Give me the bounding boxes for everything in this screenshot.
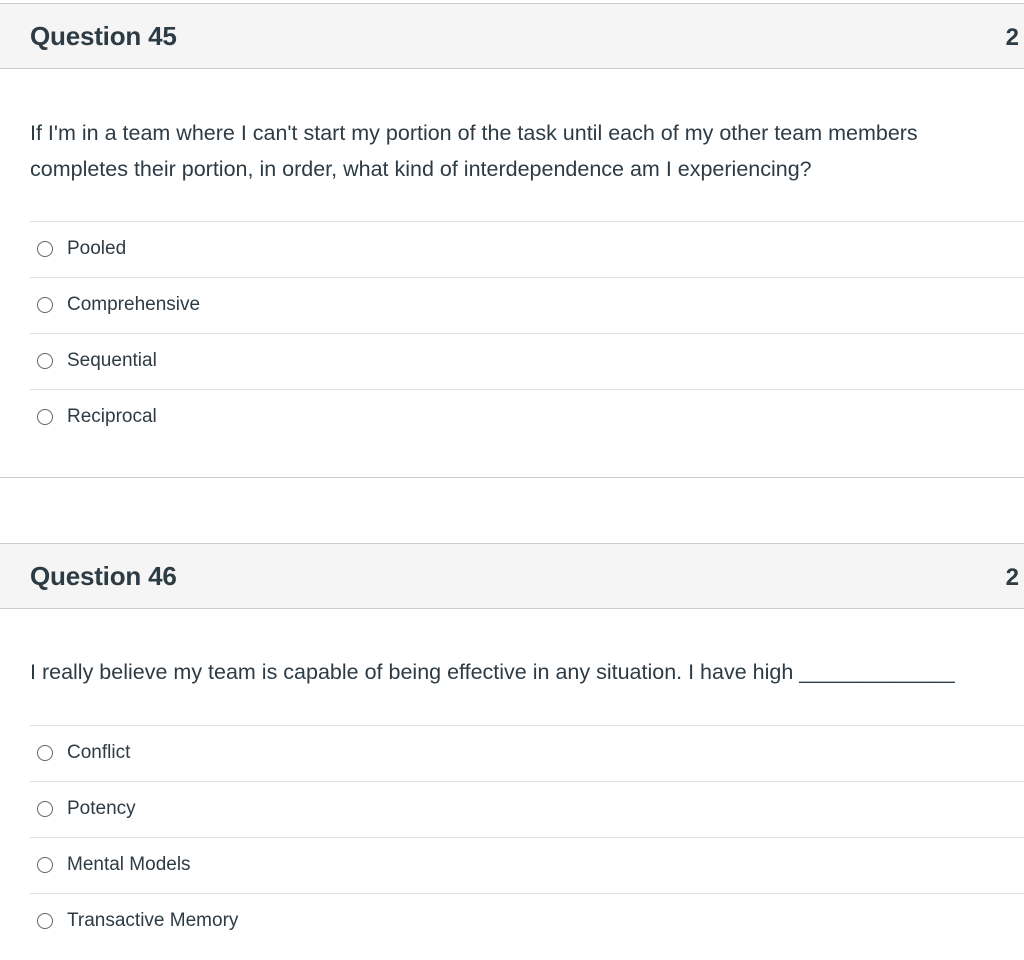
answer-option-transactive-memory[interactable]: [30, 893, 1024, 949]
answer-option-conflict[interactable]: [30, 725, 1024, 781]
answer-option-comprehensive[interactable]: [30, 277, 1024, 333]
question-divider: [0, 477, 1024, 478]
answer-label[interactable]: Comprehensive: [67, 294, 201, 315]
question-header: [0, 3, 1024, 69]
question-points: 2: [1005, 564, 1019, 591]
answer-list: [30, 221, 1024, 445]
answer-option-pooled[interactable]: [30, 221, 1024, 277]
answer-option-sequential[interactable]: [30, 333, 1024, 389]
answer-list: [30, 725, 1024, 949]
radio-button[interactable]: [37, 297, 53, 313]
radio-button[interactable]: [37, 353, 53, 369]
radio-button[interactable]: [37, 913, 53, 929]
answer-label[interactable]: Transactive Memory: [67, 910, 239, 931]
question-text: If I'm in a team where I can't start my portion of the task until each of my other team members completes their portion, in order, what kind of interdependence am I experiencing?: [30, 121, 918, 181]
question-46: [0, 543, 1024, 931]
question-45: [0, 3, 1024, 427]
radio-button[interactable]: [37, 241, 53, 257]
answer-label[interactable]: Potency: [67, 798, 136, 819]
question-title: Question 45: [30, 21, 177, 51]
answer-label[interactable]: Mental Models: [67, 854, 191, 875]
answer-label[interactable]: Sequential: [67, 350, 157, 371]
radio-button[interactable]: [37, 857, 53, 873]
question-header: [0, 543, 1024, 609]
radio-button[interactable]: [37, 745, 53, 761]
answer-option-mental-models[interactable]: [30, 837, 1024, 893]
radio-button[interactable]: [37, 801, 53, 817]
question-title: Question 46: [30, 561, 177, 591]
answer-label[interactable]: Pooled: [67, 238, 127, 259]
answer-label[interactable]: Conflict: [67, 742, 131, 763]
answer-option-reciprocal[interactable]: [30, 389, 1024, 445]
radio-button[interactable]: [37, 409, 53, 425]
question-points: 2: [1005, 24, 1019, 51]
answer-label[interactable]: Reciprocal: [67, 406, 157, 427]
answer-option-potency[interactable]: [30, 781, 1024, 837]
question-text: I really believe my team is capable of being effective in any situation. I have high _____________: [30, 660, 955, 684]
